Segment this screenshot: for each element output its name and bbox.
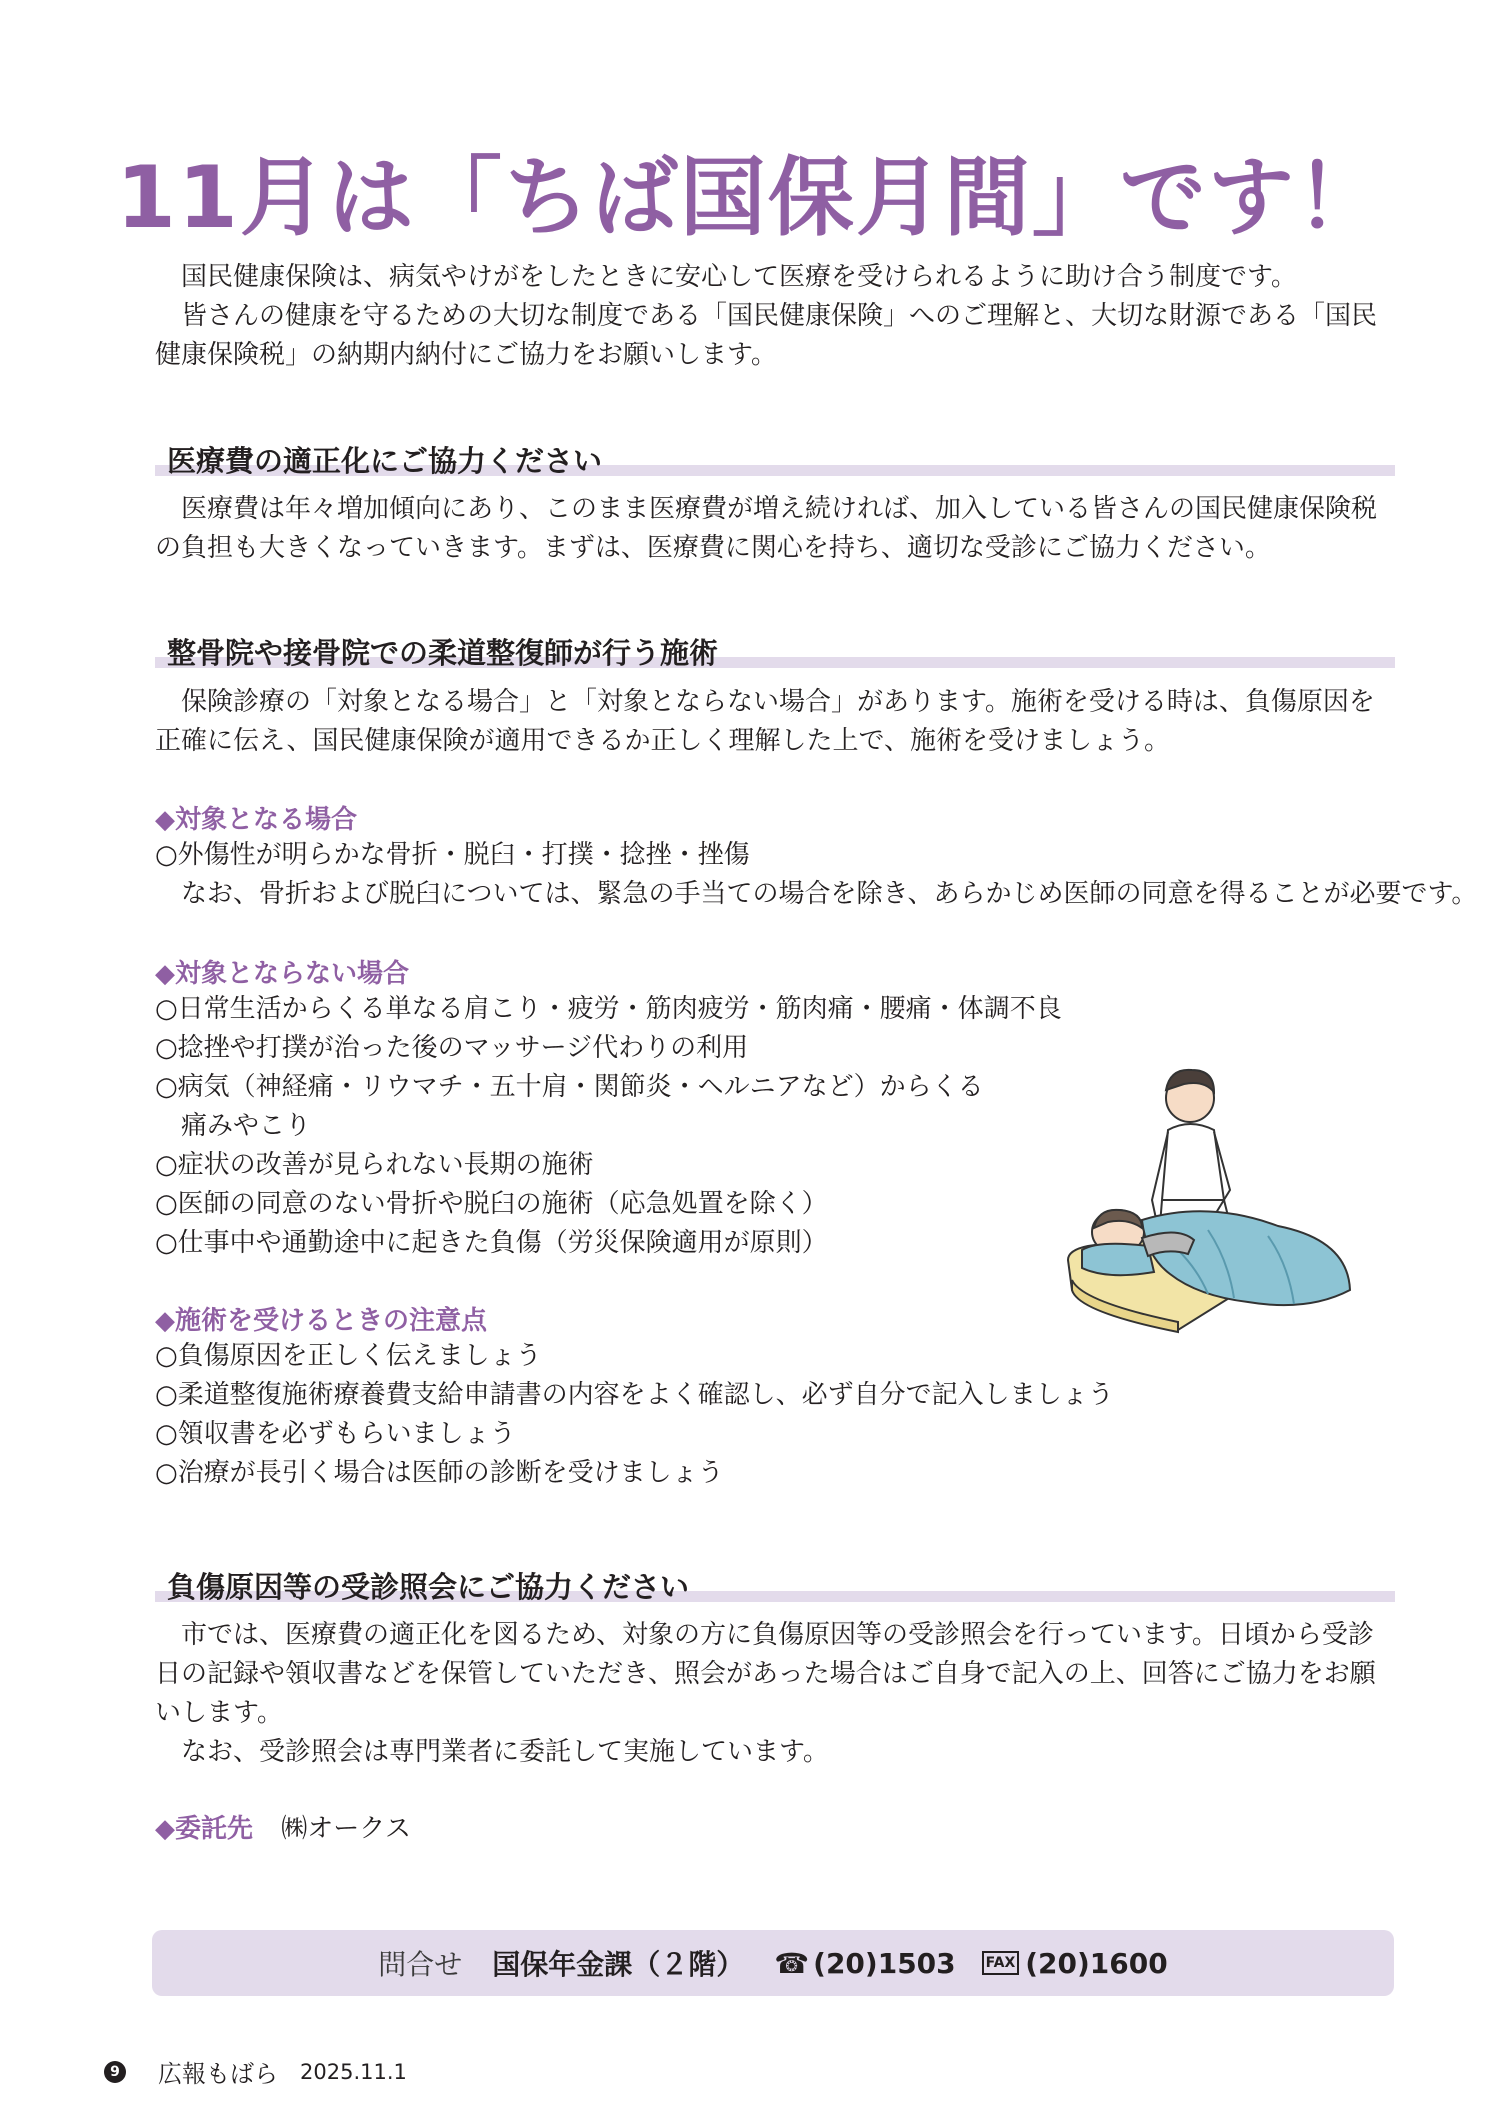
contractor-label: ◆委託先 — [155, 1814, 253, 1844]
list-item: ○日常生活からくる単なる肩こり・疲労・筋肉疲労・筋肉痛・腰痛・体調不良 — [155, 994, 1062, 1024]
not-covered-heading: ◆対象とならない場合 — [155, 959, 409, 989]
contractor-name: ㈱オークス — [281, 1814, 412, 1844]
list-item-continuation: 痛みやこり — [181, 1111, 312, 1141]
medical-costs-body: 医療費は年々増加傾向にあり、このまま医療費が増え続ければ、加入している皆さんの国民健康保険税の負担も大きくなっていきます。まずは、医療費に関心を持ち、適切な受診にご協力ください。 — [155, 494, 1378, 563]
intro-paragraph-2: 皆さんの健康を守るための大切な制度である「国民健康保険」へのご理解と、大切な財源である「国民健康保険税」の納期内納付にご協力をお願いします。 — [155, 301, 1378, 370]
cautions-heading: ◆施術を受けるときの注意点 — [155, 1306, 487, 1336]
list-item: ○医師の同意のない骨折や脱臼の施術（応急処置を除く） — [155, 1189, 828, 1219]
page-title: 11月は「ちば国保月間」です！ — [116, 148, 1384, 248]
section-heading-label: 整骨院や接骨院での柔道整復師が行う施術 — [167, 636, 719, 670]
covered-list — [155, 836, 1477, 914]
contact-department: 国保年金課（２階） — [492, 1948, 745, 1981]
contact-phone: (20)1503 — [813, 1946, 956, 1980]
list-item: ○症状の改善が見られない長期の施術 — [155, 1150, 594, 1180]
phone-icon: ☎ — [774, 1946, 810, 1980]
fax-icon: FAX — [982, 1951, 1020, 1975]
list-item: ○負傷原因を正しく伝えましょう — [155, 1341, 542, 1371]
section-heading-medical-costs — [155, 432, 1395, 482]
list-item: ○領収書を必ずもらいましょう — [155, 1419, 516, 1449]
contact-label: 問合せ — [378, 1948, 463, 1981]
list-item: ○捻挫や打撲が治った後のマッサージ代わりの利用 — [155, 1033, 749, 1063]
publication-name: 広報もばら — [158, 2060, 278, 2088]
contractor-line — [155, 1810, 1395, 1849]
covered-heading: ◆対象となる場合 — [155, 805, 357, 835]
cautions-list — [155, 1337, 1114, 1493]
covered-note: なお、骨折および脱臼については、緊急の手当ての場合を除き、あらかじめ医師の同意を得ることが必要です。 — [181, 879, 1478, 909]
inquiry-body: 市では、医療費の適正化を図るため、対象の方に負傷原因等の受診照会を行っています。日頃から受診日の記録や領収書などを保管していただき、照会があった場合はご自身で記入の上、回答にご協力をお願いします。 — [155, 1620, 1376, 1728]
intro-paragraph-1: 国民健康保険は、病気やけがをしたときに安心して医療を受けられるように助け合う制度です。 — [181, 262, 1297, 292]
section-heading-label: 医療費の適正化にご協力ください — [167, 444, 603, 478]
issue-date: 2025.11.1 — [300, 2059, 407, 2084]
not-covered-list — [155, 990, 1062, 1263]
inquiry-note: なお、受診照会は専門業者に委託して実施しています。 — [181, 1737, 829, 1767]
contact-bar — [152, 1930, 1394, 1996]
list-item: ○病気（神経痛・リウマチ・五十肩・関節炎・ヘルニアなど）からくる — [155, 1072, 984, 1102]
page-number: 9 — [104, 2061, 126, 2083]
page-footer — [104, 2054, 407, 2089]
section-heading-judo-therapy — [155, 624, 1395, 674]
section-heading-label: 負傷原因等の受診照会にご協力ください — [167, 1570, 690, 1604]
contact-fax: (20)1600 — [1025, 1946, 1168, 1980]
list-item: ○仕事中や通勤途中に起きた負傷（労災保険適用が原則） — [155, 1228, 828, 1258]
section-heading-inquiry — [155, 1558, 1395, 1608]
list-item: ○柔道整復施術療養費支給申請書の内容をよく確認し、必ず自分で記入しましょう — [155, 1380, 1114, 1410]
list-item: ○外傷性が明らかな骨折・脱臼・打撲・捻挫・挫傷 — [155, 840, 750, 870]
list-item: ○治療が長引く場合は医師の診断を受けましょう — [155, 1458, 724, 1488]
judo-therapy-body: 保険診療の「対象となる場合」と「対象とならない場合」があります。施術を受ける時は、負傷原因を正確に伝え、国民健康保険が適用できるか正しく理解した上で、施術を受けましょう。 — [155, 687, 1375, 756]
therapist-illustration — [1058, 1050, 1358, 1340]
